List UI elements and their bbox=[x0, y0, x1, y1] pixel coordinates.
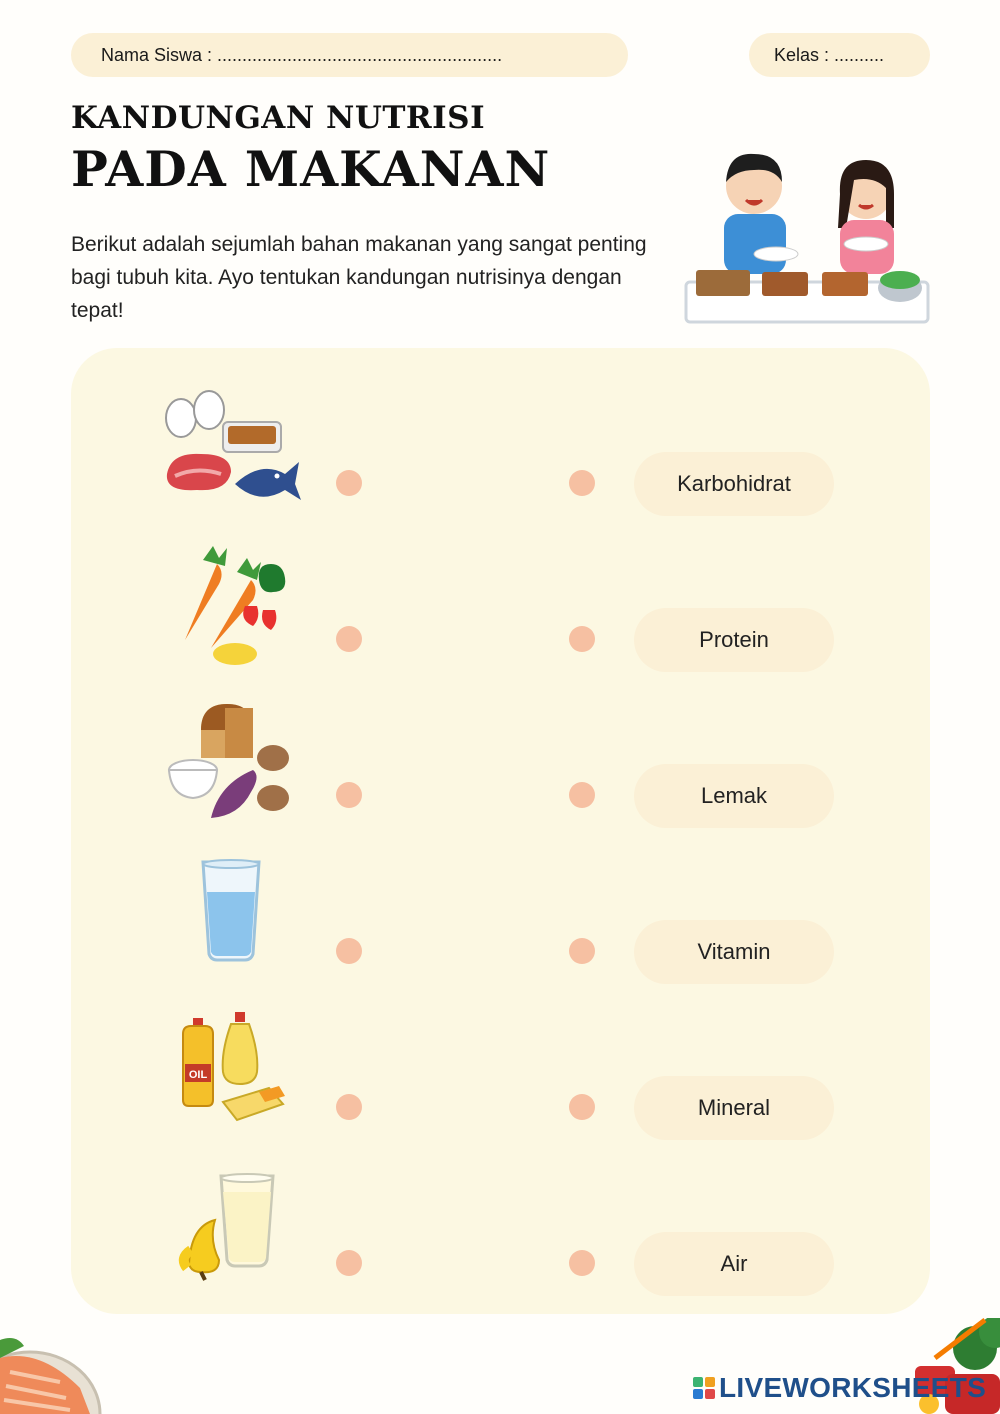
left-connector-dot[interactable] bbox=[336, 1250, 362, 1276]
answer-option[interactable] bbox=[634, 1232, 834, 1296]
water-glass-icon bbox=[161, 856, 301, 986]
matching-row bbox=[71, 1168, 930, 1324]
liveworksheets-logo-icon bbox=[693, 1377, 715, 1399]
answer-option[interactable] bbox=[634, 764, 834, 828]
svg-text:OIL: OIL bbox=[188, 1069, 208, 1081]
right-connector-dot[interactable] bbox=[569, 626, 595, 652]
answer-label: Lemak bbox=[700, 783, 768, 808]
answer-option[interactable] bbox=[634, 608, 834, 672]
answer-option[interactable] bbox=[634, 920, 834, 984]
answer-label: Vitamin bbox=[697, 939, 771, 964]
brand-name: LIVEWORKSHEETS bbox=[719, 1372, 987, 1403]
answer-option[interactable] bbox=[634, 452, 834, 516]
salmon-plate-icon bbox=[0, 1328, 110, 1414]
answer-label: Karbohidrat bbox=[677, 471, 791, 496]
right-connector-dot[interactable] bbox=[569, 470, 595, 496]
intro-text: Berikut adalah sejumlah bahan makanan yang sangat penting bagi tubuh kita. Ayo tentukan kandungan nutrisinya dengan tepat! bbox=[71, 233, 647, 322]
carbohydrate-foods-icon bbox=[161, 700, 301, 830]
matching-row bbox=[71, 856, 930, 1012]
right-connector-dot[interactable] bbox=[569, 1094, 595, 1120]
kids-buffet-icon bbox=[684, 148, 930, 328]
title-line-2: PADA MAKANAN bbox=[71, 140, 551, 198]
milk-banana-icon bbox=[161, 1168, 301, 1298]
brand-logo bbox=[693, 1372, 986, 1404]
answer-label: Air bbox=[720, 1251, 748, 1276]
left-connector-dot[interactable] bbox=[336, 470, 362, 496]
matching-panel bbox=[71, 348, 930, 1314]
protein-foods-icon bbox=[161, 388, 301, 518]
student-name-field[interactable] bbox=[71, 33, 628, 77]
title-line-1: KANDUNGAN NUTRISI bbox=[71, 100, 486, 136]
right-connector-dot[interactable] bbox=[569, 938, 595, 964]
oil-butter-icon bbox=[161, 1012, 301, 1142]
matching-row bbox=[71, 1012, 930, 1168]
answer-option[interactable] bbox=[634, 1076, 834, 1140]
left-connector-dot[interactable] bbox=[336, 782, 362, 808]
left-connector-dot[interactable] bbox=[336, 1094, 362, 1120]
answer-label: Mineral bbox=[697, 1095, 771, 1120]
matching-row bbox=[71, 700, 930, 856]
right-connector-dot[interactable] bbox=[569, 782, 595, 808]
left-connector-dot[interactable] bbox=[336, 626, 362, 652]
left-connector-dot[interactable] bbox=[336, 938, 362, 964]
matching-row bbox=[71, 388, 930, 544]
class-field[interactable] bbox=[749, 33, 930, 77]
right-connector-dot[interactable] bbox=[569, 1250, 595, 1276]
matching-row bbox=[71, 544, 930, 700]
class-label: Kelas : .......... bbox=[774, 44, 885, 65]
answer-label: Protein bbox=[699, 627, 769, 652]
student-name-label: Nama Siswa : ......................................................... bbox=[101, 44, 503, 65]
vegetables-fruits-icon bbox=[161, 544, 301, 674]
